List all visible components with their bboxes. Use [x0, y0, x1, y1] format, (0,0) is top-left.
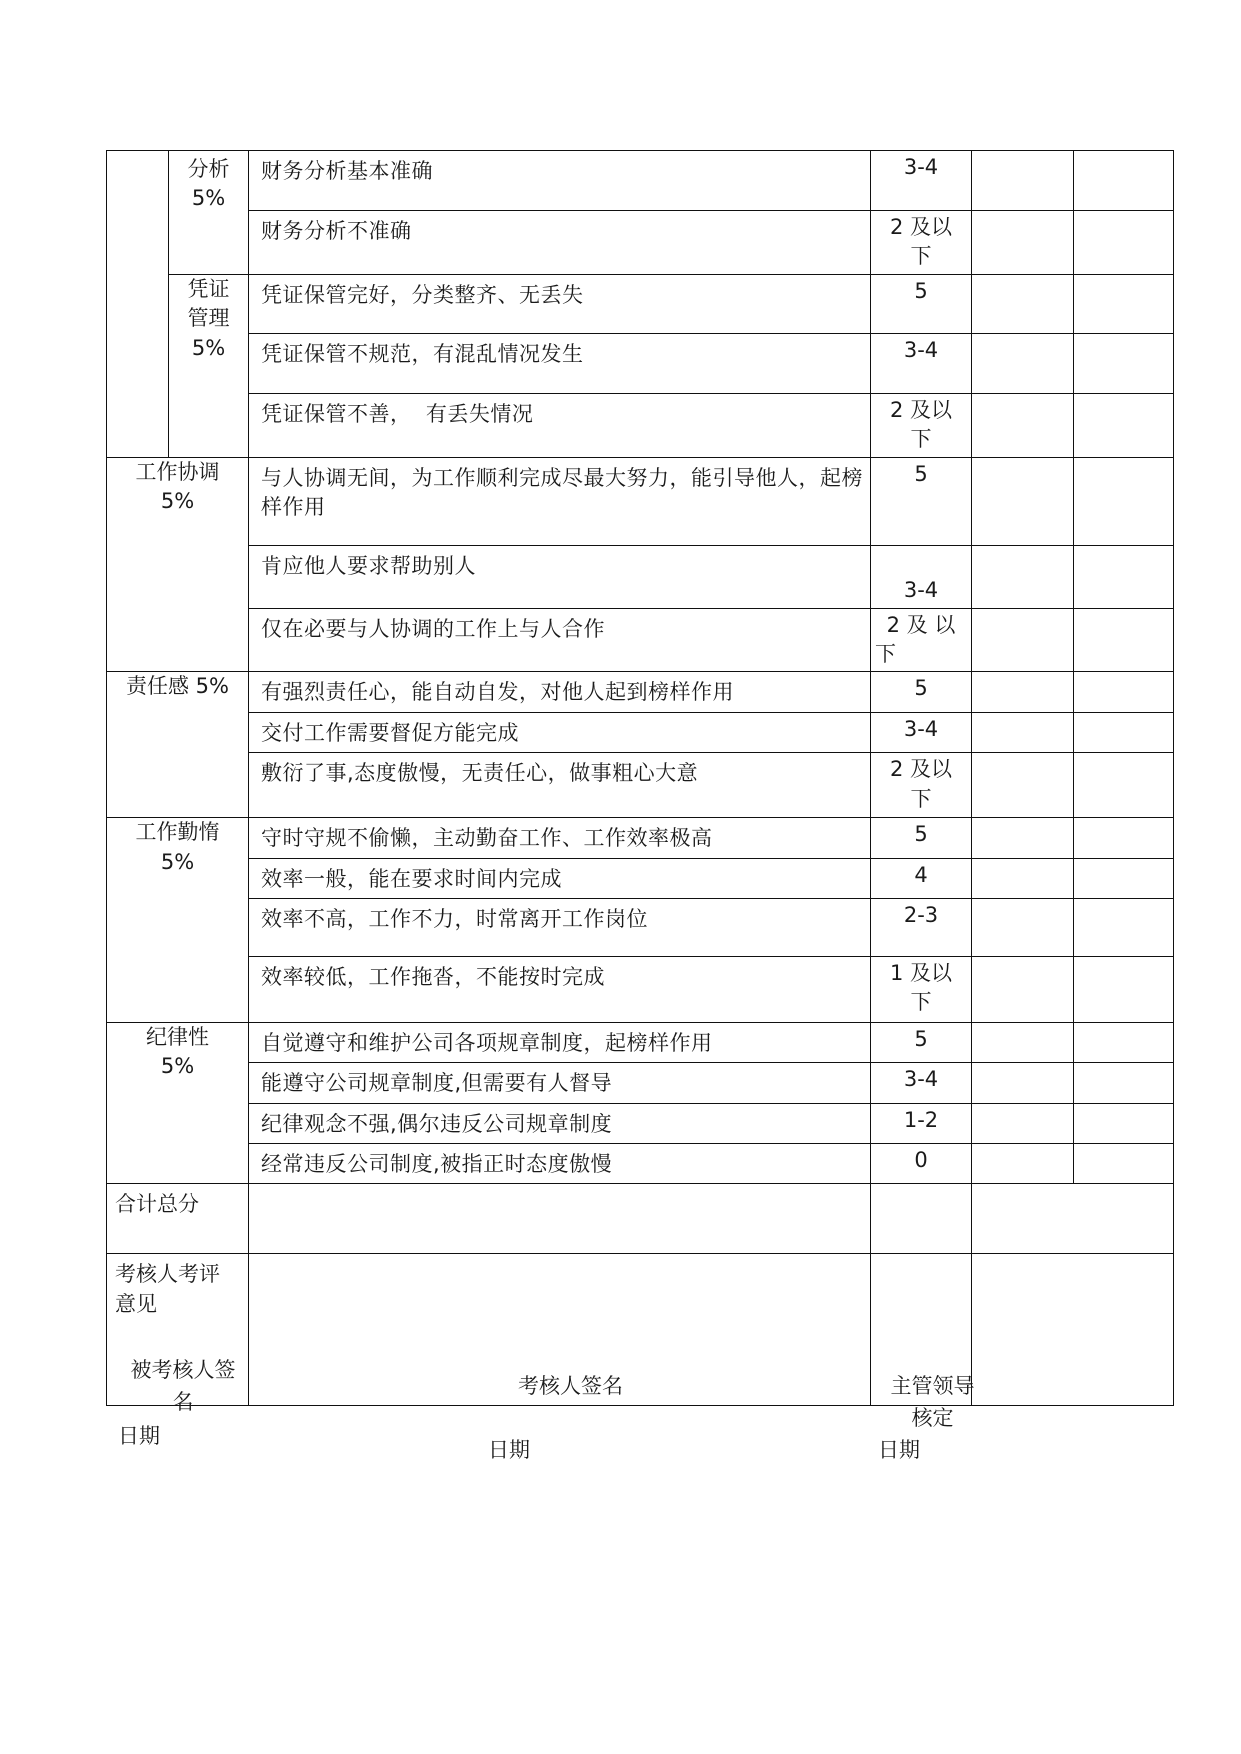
category-weight: 5% — [191, 186, 226, 211]
score-line: 2 及以 — [889, 397, 953, 422]
table-row — [107, 712, 1174, 752]
appraisee-signature-label: 名 — [172, 1389, 194, 1414]
category-voucher — [169, 274, 249, 457]
criterion-cell: 仅在必要与人协调的工作上与人合作 — [249, 608, 871, 672]
criterion-cell: 经常违反公司制度,被指正时态度傲慢 — [249, 1144, 871, 1184]
table-row — [107, 211, 1174, 275]
total-value-cell[interactable] — [249, 1184, 871, 1254]
table-row — [107, 1103, 1174, 1143]
score-cell: 1-2 — [871, 1103, 972, 1143]
score-entry-cell[interactable] — [972, 608, 1074, 672]
score-entry-cell[interactable] — [1074, 1144, 1174, 1184]
score-cell: 5 — [871, 457, 972, 545]
score-entry-cell[interactable] — [1074, 333, 1174, 393]
score-entry-cell[interactable] — [972, 393, 1074, 457]
category-responsibility — [107, 672, 249, 818]
table-row — [107, 956, 1174, 1022]
score-line: 下 — [910, 427, 932, 452]
total-row — [107, 1184, 1174, 1254]
outer-category-cell — [107, 151, 169, 458]
score-entry-cell[interactable] — [972, 753, 1074, 818]
criterion-cell: 能遵守公司规章制度,但需要有人督导 — [249, 1063, 871, 1103]
evaluation-table — [106, 150, 1174, 1406]
appraisee-date-label: 日期 — [118, 1424, 160, 1448]
supervisor-approval-label: 主管领导 — [890, 1374, 975, 1398]
score-entry-cell[interactable] — [972, 545, 1074, 608]
score-entry-cell[interactable] — [1074, 898, 1174, 956]
table-row — [107, 818, 1174, 858]
supervisor-date-label: 日期 — [878, 1438, 920, 1462]
score-entry-cell[interactable] — [972, 672, 1074, 712]
score-entry-cell[interactable] — [1074, 672, 1174, 712]
score-entry-cell[interactable] — [972, 274, 1074, 333]
criterion-cell: 有强烈责任心，能自动自发，对他人起到榜样作用 — [249, 672, 871, 712]
score-line: 2 及 以 — [886, 612, 956, 637]
criterion-cell: 敷衍了事,态度傲慢，无责任心，做事粗心大意 — [249, 753, 871, 818]
criterion-cell: 效率不高，工作不力，时常离开工作岗位 — [249, 898, 871, 956]
score-entry-cell[interactable] — [972, 818, 1074, 858]
score-entry-cell[interactable] — [1074, 818, 1174, 858]
score-entry-cell[interactable] — [1074, 274, 1174, 333]
category-name: 凭证 — [187, 276, 230, 301]
score-entry-cell[interactable] — [1074, 608, 1174, 672]
table-row — [107, 672, 1174, 712]
score-cell: 2-3 — [871, 898, 972, 956]
criterion-cell: 凭证保管完好，分类整齐、无丢失 — [249, 274, 871, 333]
criterion-cell: 财务分析基本准确 — [249, 151, 871, 211]
score-entry-cell[interactable] — [1074, 1103, 1174, 1143]
table-row — [107, 333, 1174, 393]
table-row — [107, 457, 1174, 545]
criterion-cell: 凭证保管不善， 有丢失情况 — [249, 393, 871, 457]
table-row — [107, 151, 1174, 211]
category-name: 管理 — [187, 306, 230, 331]
criterion-cell: 守时守规不偷懒，主动勤奋工作、工作效率极高 — [249, 818, 871, 858]
score-entry-cell[interactable] — [972, 151, 1074, 211]
score-line: 2 及以 — [889, 757, 953, 782]
score-cell: 5 — [871, 274, 972, 333]
score-cell: 3-4 — [871, 712, 972, 752]
table-row — [107, 1022, 1174, 1062]
criterion-cell: 财务分析不准确 — [249, 211, 871, 275]
table-row — [107, 1063, 1174, 1103]
supervisor-approval-label: 核定 — [911, 1405, 954, 1430]
category-diligence — [107, 818, 249, 1023]
score-entry-cell[interactable] — [1074, 712, 1174, 752]
score-entry-cell[interactable] — [972, 1022, 1074, 1062]
score-entry-cell[interactable] — [972, 858, 1074, 898]
score-entry-cell[interactable] — [1074, 151, 1174, 211]
category-name: 工作协调 — [135, 459, 220, 484]
score-entry-cell[interactable] — [1074, 753, 1174, 818]
score-cell — [871, 956, 972, 1022]
score-cell: 3-4 — [871, 333, 972, 393]
criterion-cell: 交付工作需要督促方能完成 — [249, 712, 871, 752]
appraiser-signature-label: 考核人签名 — [518, 1374, 623, 1398]
category-name: 工作勤惰 — [135, 820, 220, 845]
score-cell: 5 — [871, 1022, 972, 1062]
score-entry-cell[interactable] — [972, 333, 1074, 393]
category-weight: 5% — [160, 1054, 195, 1079]
score-entry-cell[interactable] — [972, 1144, 1074, 1184]
score-entry-cell[interactable] — [1074, 211, 1174, 275]
score-entry-cell[interactable] — [1074, 393, 1174, 457]
total-score-cell[interactable] — [871, 1184, 972, 1254]
score-cell: 5 — [871, 672, 972, 712]
table-row — [107, 1144, 1174, 1184]
score-line: 2 及以 — [889, 215, 953, 239]
comment-entry-cell[interactable] — [972, 1254, 1174, 1406]
score-entry-cell[interactable] — [1074, 956, 1174, 1022]
criterion-cell: 肯应他人要求帮助别人 — [249, 545, 871, 608]
category-analysis — [169, 151, 249, 275]
table-row — [107, 393, 1174, 457]
table-row — [107, 858, 1174, 898]
total-entry-cell[interactable] — [972, 1184, 1174, 1254]
criterion-cell: 效率较低，工作拖沓，不能按时完成 — [249, 956, 871, 1022]
score-line: 下 — [910, 990, 932, 1015]
criterion-cell: 自觉遵守和维护公司各项规章制度，起榜样作用 — [249, 1022, 871, 1062]
score-entry-cell[interactable] — [972, 211, 1074, 275]
category-name: 责任感 5% — [126, 674, 229, 699]
score-cell — [871, 211, 972, 275]
score-entry-cell[interactable] — [1074, 545, 1174, 608]
category-discipline — [107, 1022, 249, 1184]
score-cell — [871, 393, 972, 457]
score-line: 下 — [910, 786, 932, 811]
table-row — [107, 753, 1174, 818]
comment-label: 考核人考评意见 — [107, 1254, 249, 1406]
score-entry-cell[interactable] — [1074, 1022, 1174, 1062]
score-entry-cell[interactable] — [1074, 1063, 1174, 1103]
table-row — [107, 274, 1174, 333]
category-coordination — [107, 457, 249, 672]
score-cell: 4 — [871, 858, 972, 898]
score-entry-cell[interactable] — [1074, 858, 1174, 898]
score-cell: 3-4 — [871, 151, 972, 211]
category-name: 纪律性 — [146, 1024, 209, 1049]
category-name: 分析 — [187, 157, 230, 181]
score-cell: 0 — [871, 1144, 972, 1184]
table-row — [107, 898, 1174, 956]
score-entry-cell[interactable] — [972, 457, 1074, 545]
score-line: 下 — [875, 641, 896, 666]
appraisee-signature-label: 被考核人签 — [130, 1358, 236, 1382]
appraisee-signature — [118, 1355, 248, 1418]
score-cell: 3-4 — [871, 545, 972, 608]
criterion-cell: 凭证保管不规范，有混乱情况发生 — [249, 333, 871, 393]
score-cell: 5 — [871, 818, 972, 858]
table-row — [107, 608, 1174, 672]
table-row — [107, 545, 1174, 608]
criterion-cell: 效率一般，能在要求时间内完成 — [249, 858, 871, 898]
appraiser-date-label: 日期 — [488, 1438, 530, 1462]
category-weight: 5% — [160, 488, 195, 513]
score-line: 下 — [910, 244, 932, 269]
score-entry-cell[interactable] — [972, 956, 1074, 1022]
score-entry-cell[interactable] — [972, 898, 1074, 956]
category-weight: 5% — [191, 335, 226, 360]
score-cell — [871, 608, 972, 672]
criterion-cell: 与人协调无间，为工作顺利完成尽最大努力，能引导他人，起榜样作用 — [249, 457, 871, 545]
category-weight: 5% — [160, 849, 195, 874]
score-cell — [871, 753, 972, 818]
score-entry-cell[interactable] — [1074, 457, 1174, 545]
supervisor-approval — [880, 1371, 985, 1434]
criterion-cell: 纪律观念不强,偶尔违反公司规章制度 — [249, 1103, 871, 1143]
score-cell: 3-4 — [871, 1063, 972, 1103]
score-entry-cell[interactable] — [972, 1103, 1074, 1143]
score-line: 1 及以 — [889, 960, 953, 985]
comment-row — [107, 1254, 1174, 1406]
total-label: 合计总分 — [107, 1184, 249, 1254]
score-entry-cell[interactable] — [972, 712, 1074, 752]
score-entry-cell[interactable] — [972, 1063, 1074, 1103]
